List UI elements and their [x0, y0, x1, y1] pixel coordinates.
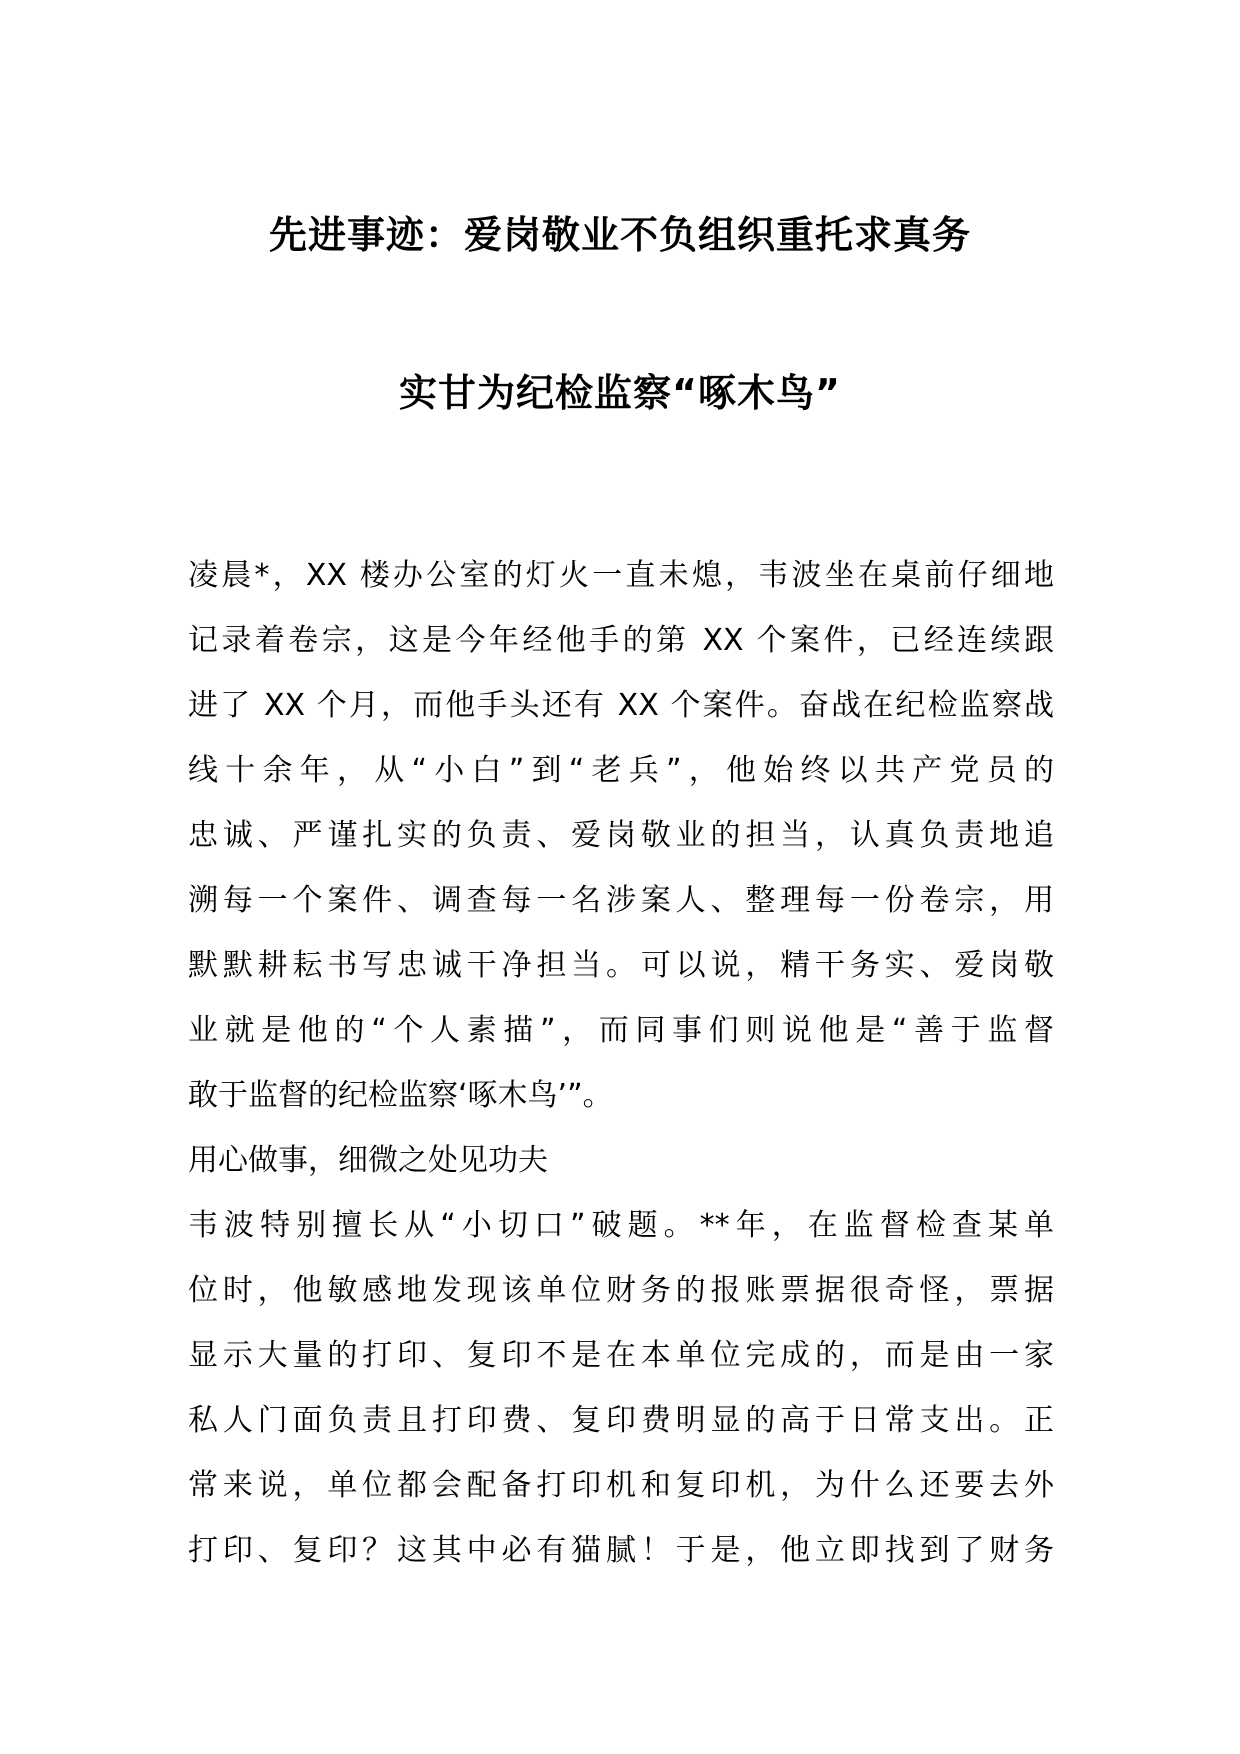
body-line: 线十余年，从“小白”到“老兵”，他始终以共产党员的 [188, 753, 1054, 788]
body-line: 凌晨*，XX 楼办公室的灯火一直未熄，韦波坐在桌前仔细地 [188, 558, 1054, 593]
document-body [188, 543, 1054, 1583]
body-line: 敢于监督的纪检监察‘啄木鸟’”。 [188, 1078, 613, 1113]
body-line: 韦波特别擅长从“小切口”破题。**年，在监督检查某单 [188, 1208, 1054, 1243]
body-line: 忠诚、严谨扎实的负责、爱岗敬业的担当，认真负责地追 [188, 818, 1054, 853]
body-line: 私人门面负责且打印费、复印费明显的高于日常支出。正 [188, 1403, 1054, 1438]
body-line: 位时，他敏感地发现该单位财务的报账票据很奇怪，票据 [188, 1273, 1054, 1308]
body-line: 默默耕耘书写忠诚干净担当。可以说，精干务实、爱岗敬 [188, 948, 1054, 983]
body-line: 显示大量的打印、复印不是在本单位完成的，而是由一家 [188, 1338, 1054, 1373]
body-line: 常来说，单位都会配备打印机和复印机，为什么还要去外 [188, 1468, 1054, 1503]
body-line: 记录着卷宗，这是今年经他手的第 XX 个案件，已经连续跟 [188, 623, 1054, 658]
body-line: 打印、复印？这其中必有猫腻！于是，他立即找到了财务 [188, 1533, 1054, 1568]
section-heading: 用心做事，细微之处见功夫 [188, 1143, 548, 1178]
body-line: 进了 XX 个月，而他手头还有 XX 个案件。奋战在纪检监察战 [188, 688, 1054, 723]
document-title-line-2: 实甘为纪检监察“啄木鸟” [399, 371, 841, 415]
document-title-line-1: 先进事迹：爱岗敬业不负组织重托求真务 [268, 213, 971, 257]
body-line: 溯每一个案件、调查每一名涉案人、整理每一份卷宗，用 [188, 883, 1054, 918]
body-line: 业就是他的“个人素描”，而同事们则说他是“善于监督 [188, 1013, 1054, 1048]
